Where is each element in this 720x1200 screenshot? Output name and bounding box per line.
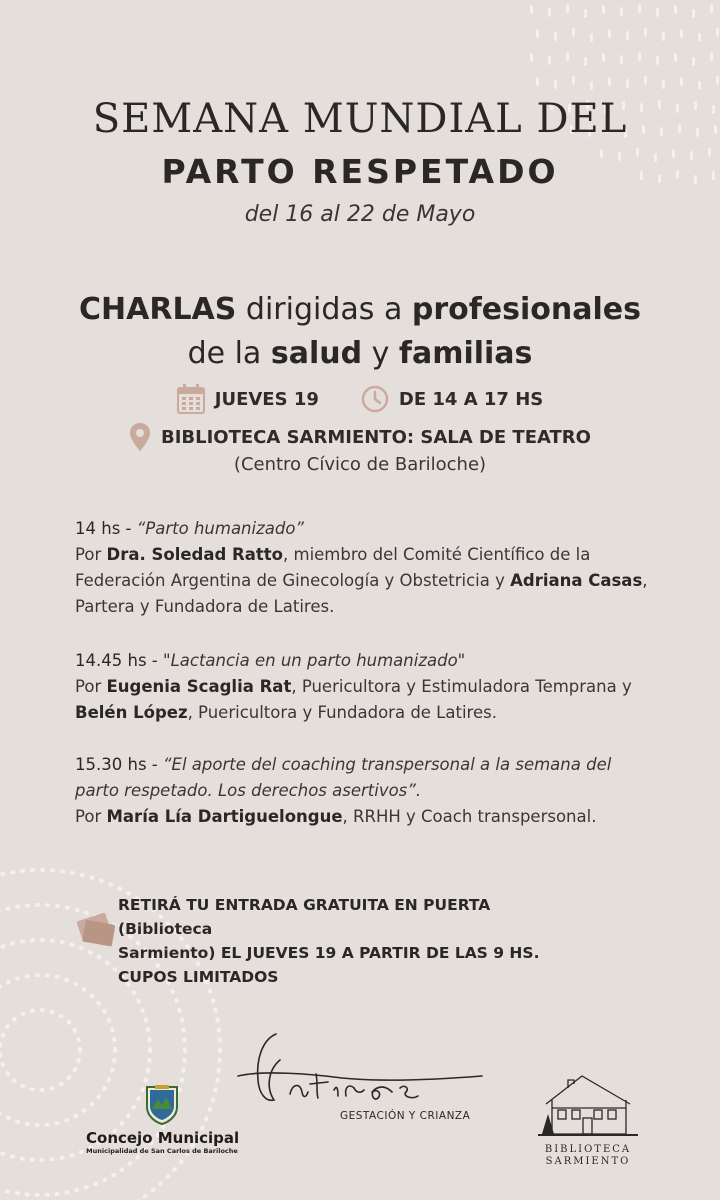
concejo-logo (86, 1085, 238, 1155)
event-dates: del 16 al 22 de Mayo (244, 202, 476, 227)
latires-logo (232, 1030, 492, 1130)
talk-text: Federación Argentina de Ginecología y Obstetricia y (75, 571, 511, 590)
event-time: DE 14 A 17 HS (398, 388, 544, 410)
talk-title: "Lactancia en un parto humanizado" (162, 651, 466, 670)
intro-word: CHARLAS (79, 292, 237, 327)
concejo-subtitle: Municipalidad de San Carlos de Bariloche (86, 1147, 238, 1155)
speaker-name: Dra. Soledad Ratto (106, 545, 283, 564)
talk-text: Partera y Fundadora de Latires. (75, 597, 335, 616)
talk-title: “Parto humanizado” (136, 519, 304, 538)
library-building-icon (538, 1070, 638, 1140)
intro-word: dirigidas a (236, 292, 412, 327)
title-line-2: PARTO RESPETADO (161, 152, 559, 191)
event-day: JUEVES 19 (214, 388, 319, 410)
intro-word: de la (187, 336, 271, 371)
ticket-icon (74, 910, 118, 950)
title-line-1: SEMANA MUNDIAL DEL (92, 96, 628, 142)
venue-name: BIBLIOTECA SARMIENTO: SALA DE TEATRO (161, 426, 591, 448)
speaker-name: Adriana Casas (510, 571, 643, 590)
speaker-name: María Lía Dartiguelongue (106, 807, 343, 826)
latires-script-logo (232, 1030, 492, 1110)
talk-title: “El aporte del coaching transpersonal a la semana del (162, 755, 612, 774)
intro-word: familias (398, 336, 533, 371)
biblio-name-line2: SARMIENTO (545, 1156, 631, 1167)
talk-2 (75, 648, 675, 726)
venue-subtitle: (Centro Cívico de Bariloche) (233, 454, 487, 475)
intro-text (0, 288, 720, 376)
talk-1 (75, 516, 675, 620)
talk-title-cont: parto respetado. Los derechos asertivos”. (75, 781, 422, 800)
calendar-icon (177, 384, 205, 414)
speaker-name: Belén López (75, 703, 188, 722)
notice-line: RETIRÁ TU ENTRADA GRATUITA EN PUERTA (Biblioteca (118, 896, 491, 938)
talk-text: Por (75, 545, 107, 564)
notice-line: Sarmiento) EL JUEVES 19 A PARTIR DE LAS 9 HS. (118, 944, 540, 962)
venue-row (0, 422, 720, 452)
talk-text: , (642, 571, 648, 590)
intro-word: profesionales (411, 292, 641, 327)
talk-text: Por (75, 807, 107, 826)
talk-time: 14 hs - (75, 519, 137, 538)
talk-time: 15.30 hs - (75, 755, 163, 774)
talk-time: 14.45 hs - (75, 651, 163, 670)
intro-word: y (362, 336, 399, 371)
talk-text: , Puericultora y Fundadora de Latires. (187, 703, 497, 722)
notice-line: CUPOS LIMITADOS (118, 968, 279, 986)
concejo-name: Concejo Municipal (86, 1129, 240, 1147)
talk-text: , Puericultora y Estimuladora Temprana y (291, 677, 632, 696)
ticket-notice (118, 893, 588, 989)
municipal-shield-icon (145, 1085, 179, 1125)
location-pin-icon (129, 422, 151, 452)
biblioteca-logo (528, 1070, 648, 1168)
talk-text: Por (75, 677, 107, 696)
talk-3 (75, 752, 675, 830)
clock-icon (361, 385, 389, 413)
biblio-name-line1: BIBLIOTECA (544, 1144, 632, 1155)
schedule-row (0, 384, 720, 414)
intro-word: salud (270, 336, 363, 371)
latires-tagline: GESTACIÓN Y CRIANZA (340, 1110, 471, 1122)
talk-text: , RRHH y Coach transpersonal. (342, 807, 597, 826)
talk-text: , miembro del Comité Científico de la (283, 545, 591, 564)
speaker-name: Eugenia Scaglia Rat (106, 677, 292, 696)
